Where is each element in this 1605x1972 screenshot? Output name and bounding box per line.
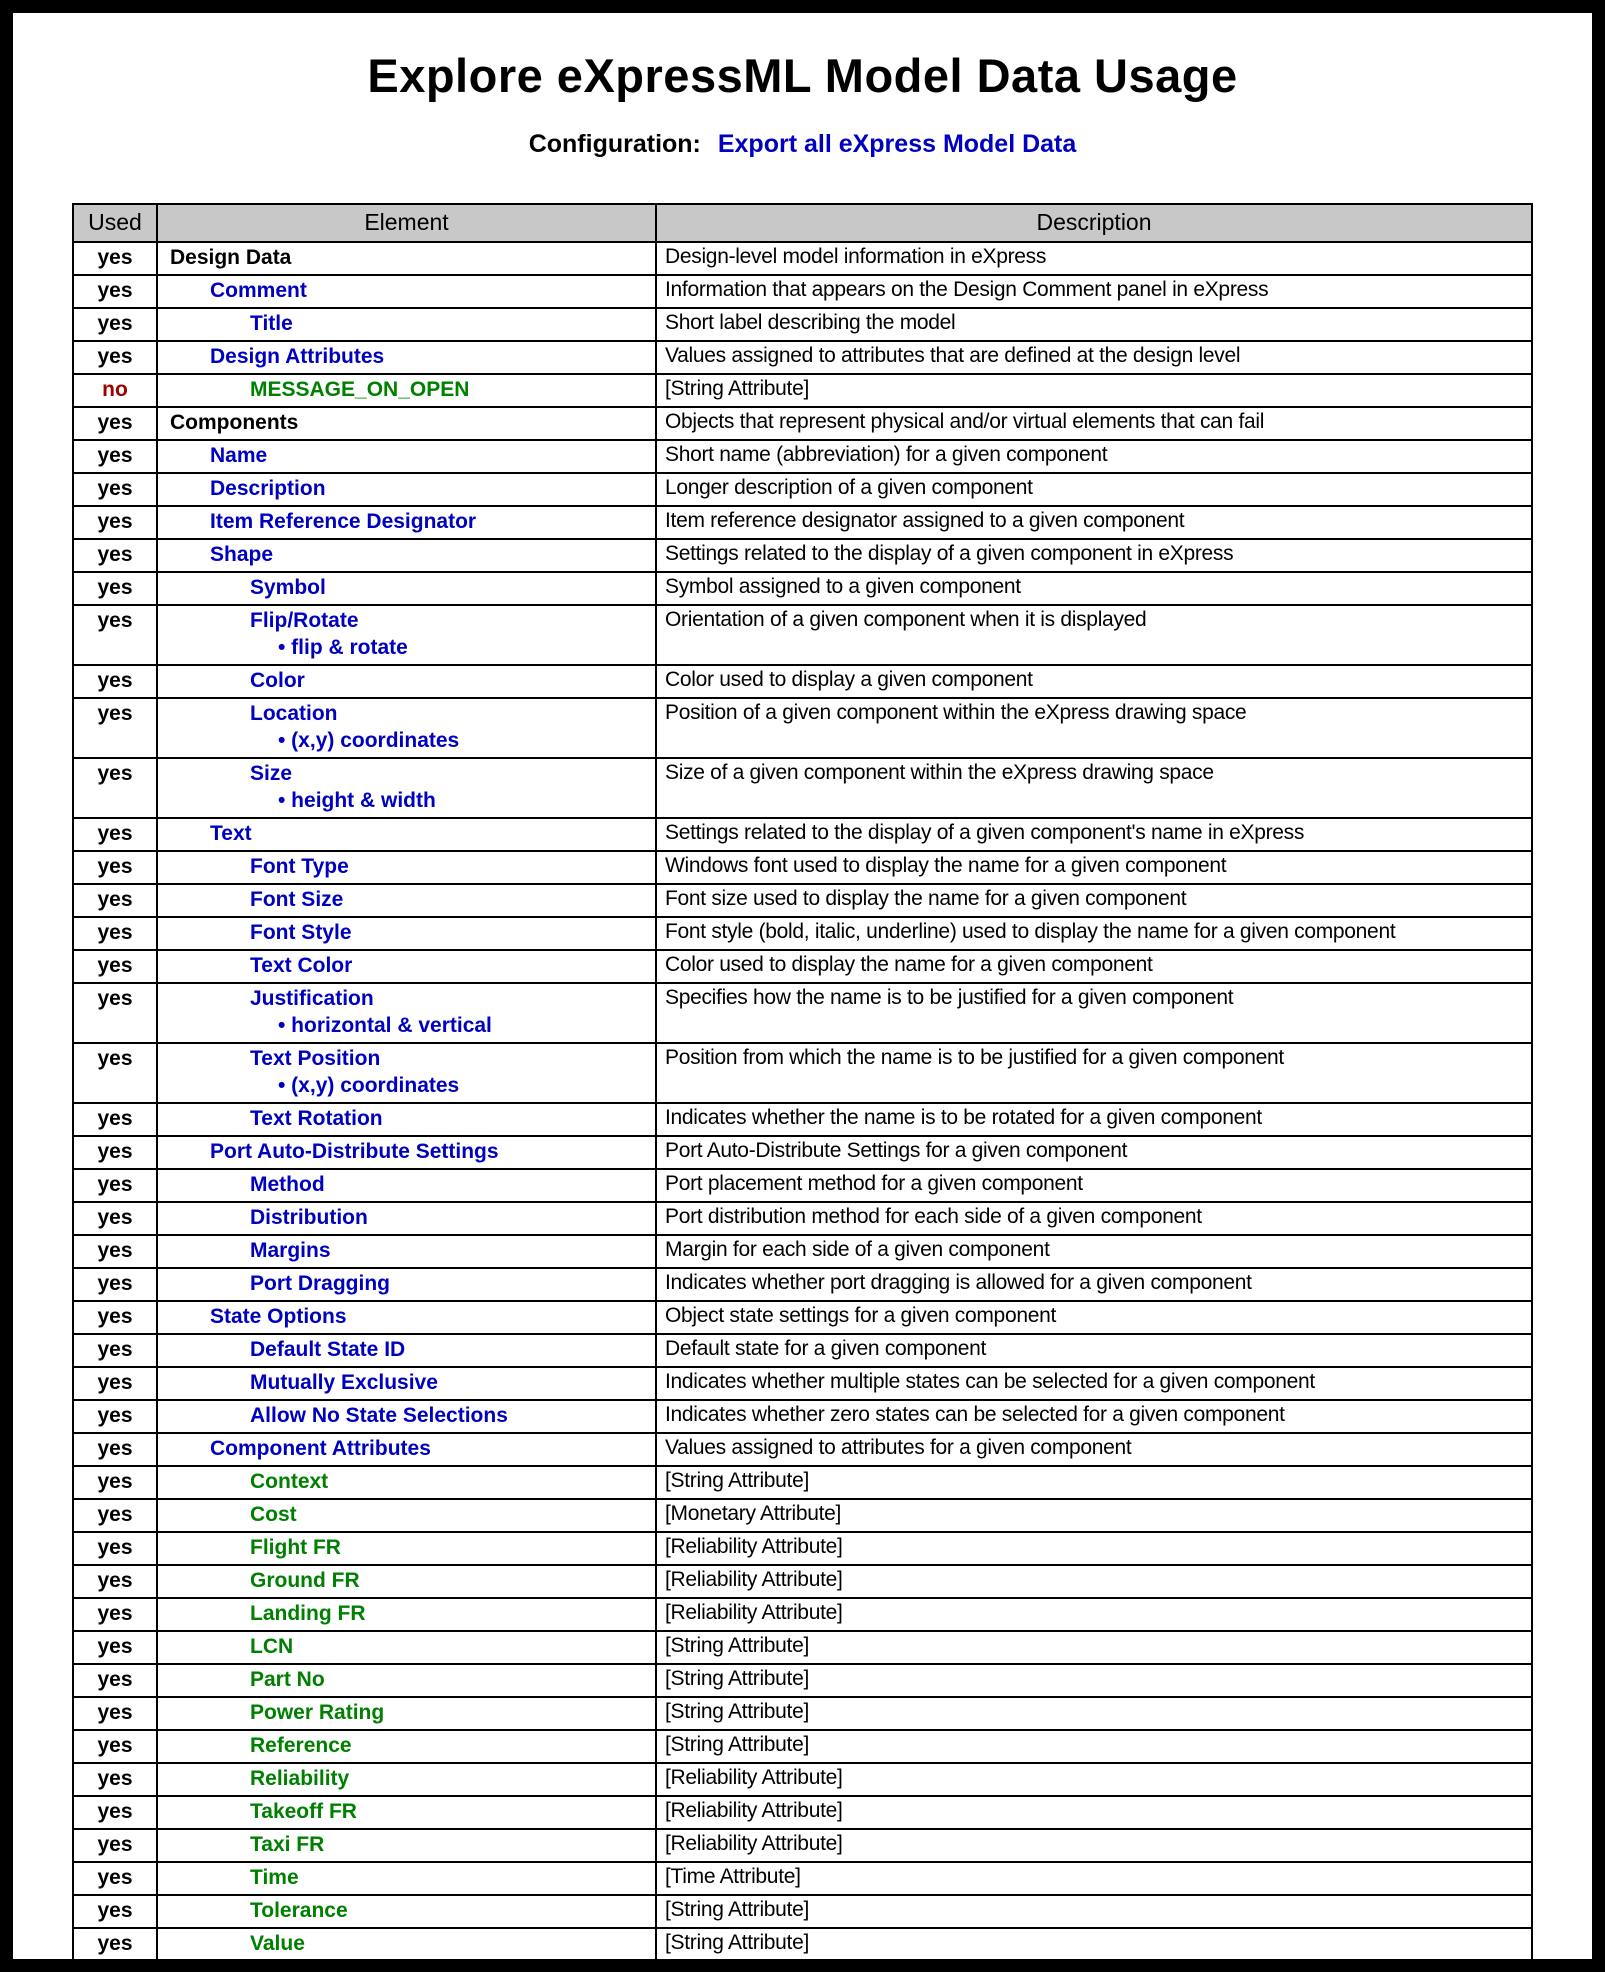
description-cell: Color used to display the name for a given component — [656, 950, 1532, 983]
description-cell: Port placement method for a given component — [656, 1169, 1532, 1202]
element-cell — [157, 1829, 656, 1862]
element-cell — [157, 1565, 656, 1598]
table-row — [73, 1268, 1532, 1301]
description-cell: Short label describing the model — [656, 308, 1532, 341]
element-cell — [157, 1862, 656, 1895]
description-cell: Font size used to display the name for a given component — [656, 884, 1532, 917]
element-cell — [157, 1202, 656, 1235]
description-cell: [String Attribute] — [656, 1895, 1532, 1928]
table-row — [73, 1466, 1532, 1499]
table-row — [73, 1235, 1532, 1268]
element-cell — [157, 1268, 656, 1301]
table-row — [73, 341, 1532, 374]
element-cell — [157, 1598, 656, 1631]
element-label: Takeoff FR — [250, 1800, 357, 1823]
element-label: Default State ID — [250, 1338, 406, 1361]
used-cell: yes — [73, 1895, 157, 1928]
element-label: Flight FR — [250, 1536, 341, 1559]
used-cell: yes — [73, 1598, 157, 1631]
clipped-partial-row — [73, 1961, 1532, 1972]
description-cell: Indicates whether the name is to be rotated for a given component — [656, 1103, 1532, 1136]
table-row — [73, 698, 1532, 758]
element-cell — [157, 917, 656, 950]
used-cell: yes — [73, 572, 157, 605]
element-label: Landing FR — [250, 1602, 366, 1625]
element-label: Shape — [210, 543, 274, 566]
table-header — [73, 204, 1532, 242]
element-cell — [157, 440, 656, 473]
description-cell: [Reliability Attribute] — [656, 1796, 1532, 1829]
element-label: Design Data — [170, 246, 292, 269]
element-cell — [157, 1664, 656, 1697]
element-cell — [157, 698, 656, 758]
description-cell: [Reliability Attribute] — [656, 1763, 1532, 1796]
table-row — [73, 275, 1532, 308]
element-label: Font Size — [250, 888, 344, 911]
used-cell: yes — [73, 1268, 157, 1301]
element-cell — [157, 983, 656, 1043]
description-cell: [String Attribute] — [656, 1730, 1532, 1763]
description-cell: Indicates whether port dragging is allowed for a given component — [656, 1268, 1532, 1301]
element-cell — [157, 1763, 656, 1796]
element-cell — [157, 572, 656, 605]
used-cell: yes — [73, 1301, 157, 1334]
element-label: Tolerance — [250, 1899, 348, 1922]
used-cell: yes — [73, 1043, 157, 1103]
description-cell: [String Attribute] — [656, 374, 1532, 407]
used-cell: yes — [73, 275, 157, 308]
description-cell: Orientation of a given component when it is displayed — [656, 605, 1532, 665]
element-sub-label: • flip & rotate — [278, 636, 408, 659]
element-cell — [157, 506, 656, 539]
used-cell: yes — [73, 1235, 157, 1268]
description-cell: Size of a given component within the eXpress drawing space — [656, 758, 1532, 818]
element-label: Font Style — [250, 921, 352, 944]
table-row — [73, 1043, 1532, 1103]
element-label: Comment — [210, 279, 307, 302]
table-row — [73, 242, 1532, 275]
description-cell: Values assigned to attributes that are defined at the design level — [656, 341, 1532, 374]
table-row — [73, 1598, 1532, 1631]
table-row — [73, 1895, 1532, 1928]
table-row — [73, 1928, 1532, 1961]
table-row — [73, 440, 1532, 473]
description-cell: Design-level model information in eXpress — [656, 242, 1532, 275]
used-cell: yes — [73, 605, 157, 665]
configuration-line — [13, 129, 1592, 159]
description-cell: [Reliability Attribute] — [656, 1565, 1532, 1598]
table-row — [73, 1169, 1532, 1202]
col-header-element: Element — [157, 204, 656, 242]
table-row — [73, 308, 1532, 341]
used-cell: yes — [73, 950, 157, 983]
used-cell: yes — [73, 539, 157, 572]
table-row — [73, 539, 1532, 572]
element-cell — [157, 1301, 656, 1334]
description-cell: [Reliability Attribute] — [656, 1532, 1532, 1565]
description-cell: [Time Attribute] — [656, 1862, 1532, 1895]
description-cell: Item reference designator assigned to a given component — [656, 506, 1532, 539]
element-label: State Options — [210, 1305, 347, 1328]
element-sub-label: • (x,y) coordinates — [278, 1074, 460, 1097]
used-cell: yes — [73, 818, 157, 851]
table-row — [73, 758, 1532, 818]
element-label: Reliability — [250, 1767, 350, 1790]
table-row — [73, 1499, 1532, 1532]
element-label: Text — [210, 822, 252, 845]
used-cell: yes — [73, 983, 157, 1043]
used-cell: no — [73, 374, 157, 407]
element-cell — [157, 1532, 656, 1565]
used-cell: yes — [73, 1697, 157, 1730]
element-cell — [157, 1367, 656, 1400]
element-label: Symbol — [250, 576, 326, 599]
element-label: Context — [250, 1470, 329, 1493]
element-label: Component Attributes — [210, 1437, 431, 1460]
table-row — [73, 1136, 1532, 1169]
table-row — [73, 1763, 1532, 1796]
table-row — [73, 1730, 1532, 1763]
table-row — [73, 1367, 1532, 1400]
element-label: Port Auto-Distribute Settings — [210, 1140, 499, 1163]
element-label: Cost — [250, 1503, 297, 1526]
element-label: Power Rating — [250, 1701, 385, 1724]
element-cell — [157, 1400, 656, 1433]
used-cell: yes — [73, 1532, 157, 1565]
element-cell — [157, 605, 656, 665]
table-row — [73, 1433, 1532, 1466]
used-cell: yes — [73, 473, 157, 506]
configuration-label: Configuration: — [528, 130, 701, 158]
element-cell — [157, 1235, 656, 1268]
element-label: Ground FR — [250, 1569, 360, 1592]
table-row — [73, 1565, 1532, 1598]
description-cell: Font style (bold, italic, underline) used to display the name for a given component — [656, 917, 1532, 950]
element-label: Value — [250, 1932, 305, 1955]
element-cell — [157, 884, 656, 917]
table-row — [73, 1334, 1532, 1367]
table-body — [73, 242, 1532, 1961]
table-row — [73, 665, 1532, 698]
element-cell — [157, 275, 656, 308]
table-row — [73, 917, 1532, 950]
element-cell — [157, 1499, 656, 1532]
element-label: Design Attributes — [210, 345, 385, 368]
table-row — [73, 1829, 1532, 1862]
used-cell: yes — [73, 1367, 157, 1400]
table-row — [73, 1400, 1532, 1433]
description-cell: [Reliability Attribute] — [656, 1829, 1532, 1862]
description-cell: Settings related to the display of a given component in eXpress — [656, 539, 1532, 572]
description-cell: Settings related to the display of a given component's name in eXpress — [656, 818, 1532, 851]
element-label: Title — [250, 312, 293, 335]
element-label: Components — [170, 411, 299, 434]
description-cell: Symbol assigned to a given component — [656, 572, 1532, 605]
description-cell: Specifies how the name is to be justified for a given component — [656, 983, 1532, 1043]
table-row — [73, 1301, 1532, 1334]
used-cell: yes — [73, 1829, 157, 1862]
element-cell — [157, 1466, 656, 1499]
model-data-usage-table — [72, 203, 1533, 1972]
element-label: Justification — [250, 987, 374, 1010]
page-title: Explore eXpressML Model Data Usage — [367, 49, 1238, 102]
used-cell: yes — [73, 308, 157, 341]
element-label: Part No — [250, 1668, 325, 1691]
used-cell: yes — [73, 440, 157, 473]
description-cell: [String Attribute] — [656, 1928, 1532, 1961]
used-cell: yes — [73, 1400, 157, 1433]
description-cell: [Monetary Attribute] — [656, 1499, 1532, 1532]
configuration-value-link[interactable]: Export all eXpress Model Data — [717, 130, 1077, 158]
element-cell — [157, 1169, 656, 1202]
table-row — [73, 1697, 1532, 1730]
element-label: Item Reference Designator — [210, 510, 477, 533]
col-header-description: Description — [656, 204, 1532, 242]
table-row — [73, 506, 1532, 539]
used-cell: yes — [73, 1928, 157, 1961]
description-cell: Port distribution method for each side of a given component — [656, 1202, 1532, 1235]
element-cell — [157, 539, 656, 572]
table-row — [73, 1664, 1532, 1697]
used-cell: yes — [73, 1862, 157, 1895]
element-cell — [157, 1433, 656, 1466]
element-cell — [157, 1043, 656, 1103]
description-cell: Values assigned to attributes for a given component — [656, 1433, 1532, 1466]
description-cell: Information that appears on the Design Comment panel in eXpress — [656, 275, 1532, 308]
table-row — [73, 1202, 1532, 1235]
description-cell: Position from which the name is to be justified for a given component — [656, 1043, 1532, 1103]
partial-row — [73, 1961, 1532, 1972]
element-cell — [157, 1928, 656, 1961]
table-row — [73, 983, 1532, 1043]
table-row — [73, 1631, 1532, 1664]
element-label: Size — [250, 762, 293, 785]
used-cell: yes — [73, 1631, 157, 1664]
element-cell — [157, 1730, 656, 1763]
element-label: Description — [210, 477, 326, 500]
description-cell: [String Attribute] — [656, 1664, 1532, 1697]
element-label: Mutually Exclusive — [250, 1371, 438, 1394]
used-cell: yes — [73, 1136, 157, 1169]
used-cell: yes — [73, 1499, 157, 1532]
header-row — [73, 204, 1532, 242]
used-cell: yes — [73, 698, 157, 758]
col-header-used: Used — [73, 204, 157, 242]
used-cell: yes — [73, 917, 157, 950]
element-cell — [157, 851, 656, 884]
table-row — [73, 851, 1532, 884]
description-cell: Objects that represent physical and/or virtual elements that can fail — [656, 407, 1532, 440]
used-cell: yes — [73, 758, 157, 818]
description-cell: [String Attribute] — [656, 1466, 1532, 1499]
table-row — [73, 605, 1532, 665]
used-cell: yes — [73, 341, 157, 374]
used-cell: yes — [73, 1334, 157, 1367]
table-row — [73, 473, 1532, 506]
table-row — [73, 818, 1532, 851]
element-label: Font Type — [250, 855, 349, 878]
element-cell — [157, 242, 656, 275]
element-cell — [157, 407, 656, 440]
table-row — [73, 1103, 1532, 1136]
used-cell: yes — [73, 665, 157, 698]
description-cell: Default state for a given component — [656, 1334, 1532, 1367]
element-label: Location — [250, 702, 338, 725]
used-cell: yes — [73, 1796, 157, 1829]
used-cell: yes — [73, 242, 157, 275]
element-label: Allow No State Selections — [250, 1404, 508, 1427]
used-cell: yes — [73, 1466, 157, 1499]
description-cell: Object state settings for a given component — [656, 1301, 1532, 1334]
table-row — [73, 1532, 1532, 1565]
element-cell — [157, 1631, 656, 1664]
partial-element-cell — [157, 1961, 656, 1972]
table-row — [73, 1796, 1532, 1829]
table-row — [73, 950, 1532, 983]
element-label: Flip/Rotate — [250, 609, 359, 632]
element-cell — [157, 1697, 656, 1730]
description-cell: Margin for each side of a given component — [656, 1235, 1532, 1268]
used-cell: yes — [73, 1103, 157, 1136]
element-label: Port Dragging — [250, 1272, 390, 1295]
element-cell — [157, 473, 656, 506]
element-cell — [157, 1334, 656, 1367]
used-cell: yes — [73, 1169, 157, 1202]
element-cell — [157, 341, 656, 374]
element-label: Distribution — [250, 1206, 368, 1229]
used-cell: yes — [73, 1433, 157, 1466]
element-cell — [157, 1895, 656, 1928]
element-label: Text Position — [250, 1047, 381, 1070]
used-cell: yes — [73, 1730, 157, 1763]
element-label: Margins — [250, 1239, 331, 1262]
element-cell — [157, 374, 656, 407]
element-label: Text Color — [250, 954, 353, 977]
partial-used-cell — [73, 1961, 157, 1972]
partial-description-cell — [656, 1961, 1532, 1972]
element-label: Taxi FR — [250, 1833, 325, 1856]
element-cell — [157, 308, 656, 341]
element-label: Color — [250, 669, 305, 692]
element-cell — [157, 665, 656, 698]
used-cell: yes — [73, 884, 157, 917]
element-sub-label: • (x,y) coordinates — [278, 729, 460, 752]
description-cell: [Reliability Attribute] — [656, 1598, 1532, 1631]
element-cell — [157, 758, 656, 818]
table-row — [73, 884, 1532, 917]
element-label: Name — [210, 444, 268, 467]
description-cell: Indicates whether multiple states can be selected for a given component — [656, 1367, 1532, 1400]
element-label: Method — [250, 1173, 325, 1196]
element-cell — [157, 950, 656, 983]
used-cell: yes — [73, 407, 157, 440]
description-cell: Indicates whether zero states can be selected for a given component — [656, 1400, 1532, 1433]
used-cell: yes — [73, 1202, 157, 1235]
description-cell: Port Auto-Distribute Settings for a given component — [656, 1136, 1532, 1169]
description-cell: Position of a given component within the eXpress drawing space — [656, 698, 1532, 758]
description-cell: Windows font used to display the name for a given component — [656, 851, 1532, 884]
element-cell — [157, 1103, 656, 1136]
used-cell: yes — [73, 1763, 157, 1796]
used-cell: yes — [73, 851, 157, 884]
element-label: Time — [250, 1866, 299, 1889]
element-label: LCN — [250, 1635, 294, 1658]
element-label: Text Rotation — [250, 1107, 383, 1130]
element-cell — [157, 818, 656, 851]
description-cell: Color used to display a given component — [656, 665, 1532, 698]
table-row — [73, 572, 1532, 605]
element-cell — [157, 1796, 656, 1829]
table-row — [73, 374, 1532, 407]
element-label: MESSAGE_ON_OPEN — [250, 378, 470, 401]
table-row — [73, 1862, 1532, 1895]
element-sub-label: • height & width — [278, 789, 436, 812]
description-cell: [String Attribute] — [656, 1631, 1532, 1664]
element-cell — [157, 1136, 656, 1169]
description-cell: [String Attribute] — [656, 1697, 1532, 1730]
element-label: Reference — [250, 1734, 352, 1757]
used-cell: yes — [73, 1565, 157, 1598]
element-sub-label: • horizontal & vertical — [278, 1014, 492, 1037]
description-cell: Longer description of a given component — [656, 473, 1532, 506]
table-row — [73, 407, 1532, 440]
used-cell: yes — [73, 506, 157, 539]
description-cell: Short name (abbreviation) for a given component — [656, 440, 1532, 473]
used-cell: yes — [73, 1664, 157, 1697]
